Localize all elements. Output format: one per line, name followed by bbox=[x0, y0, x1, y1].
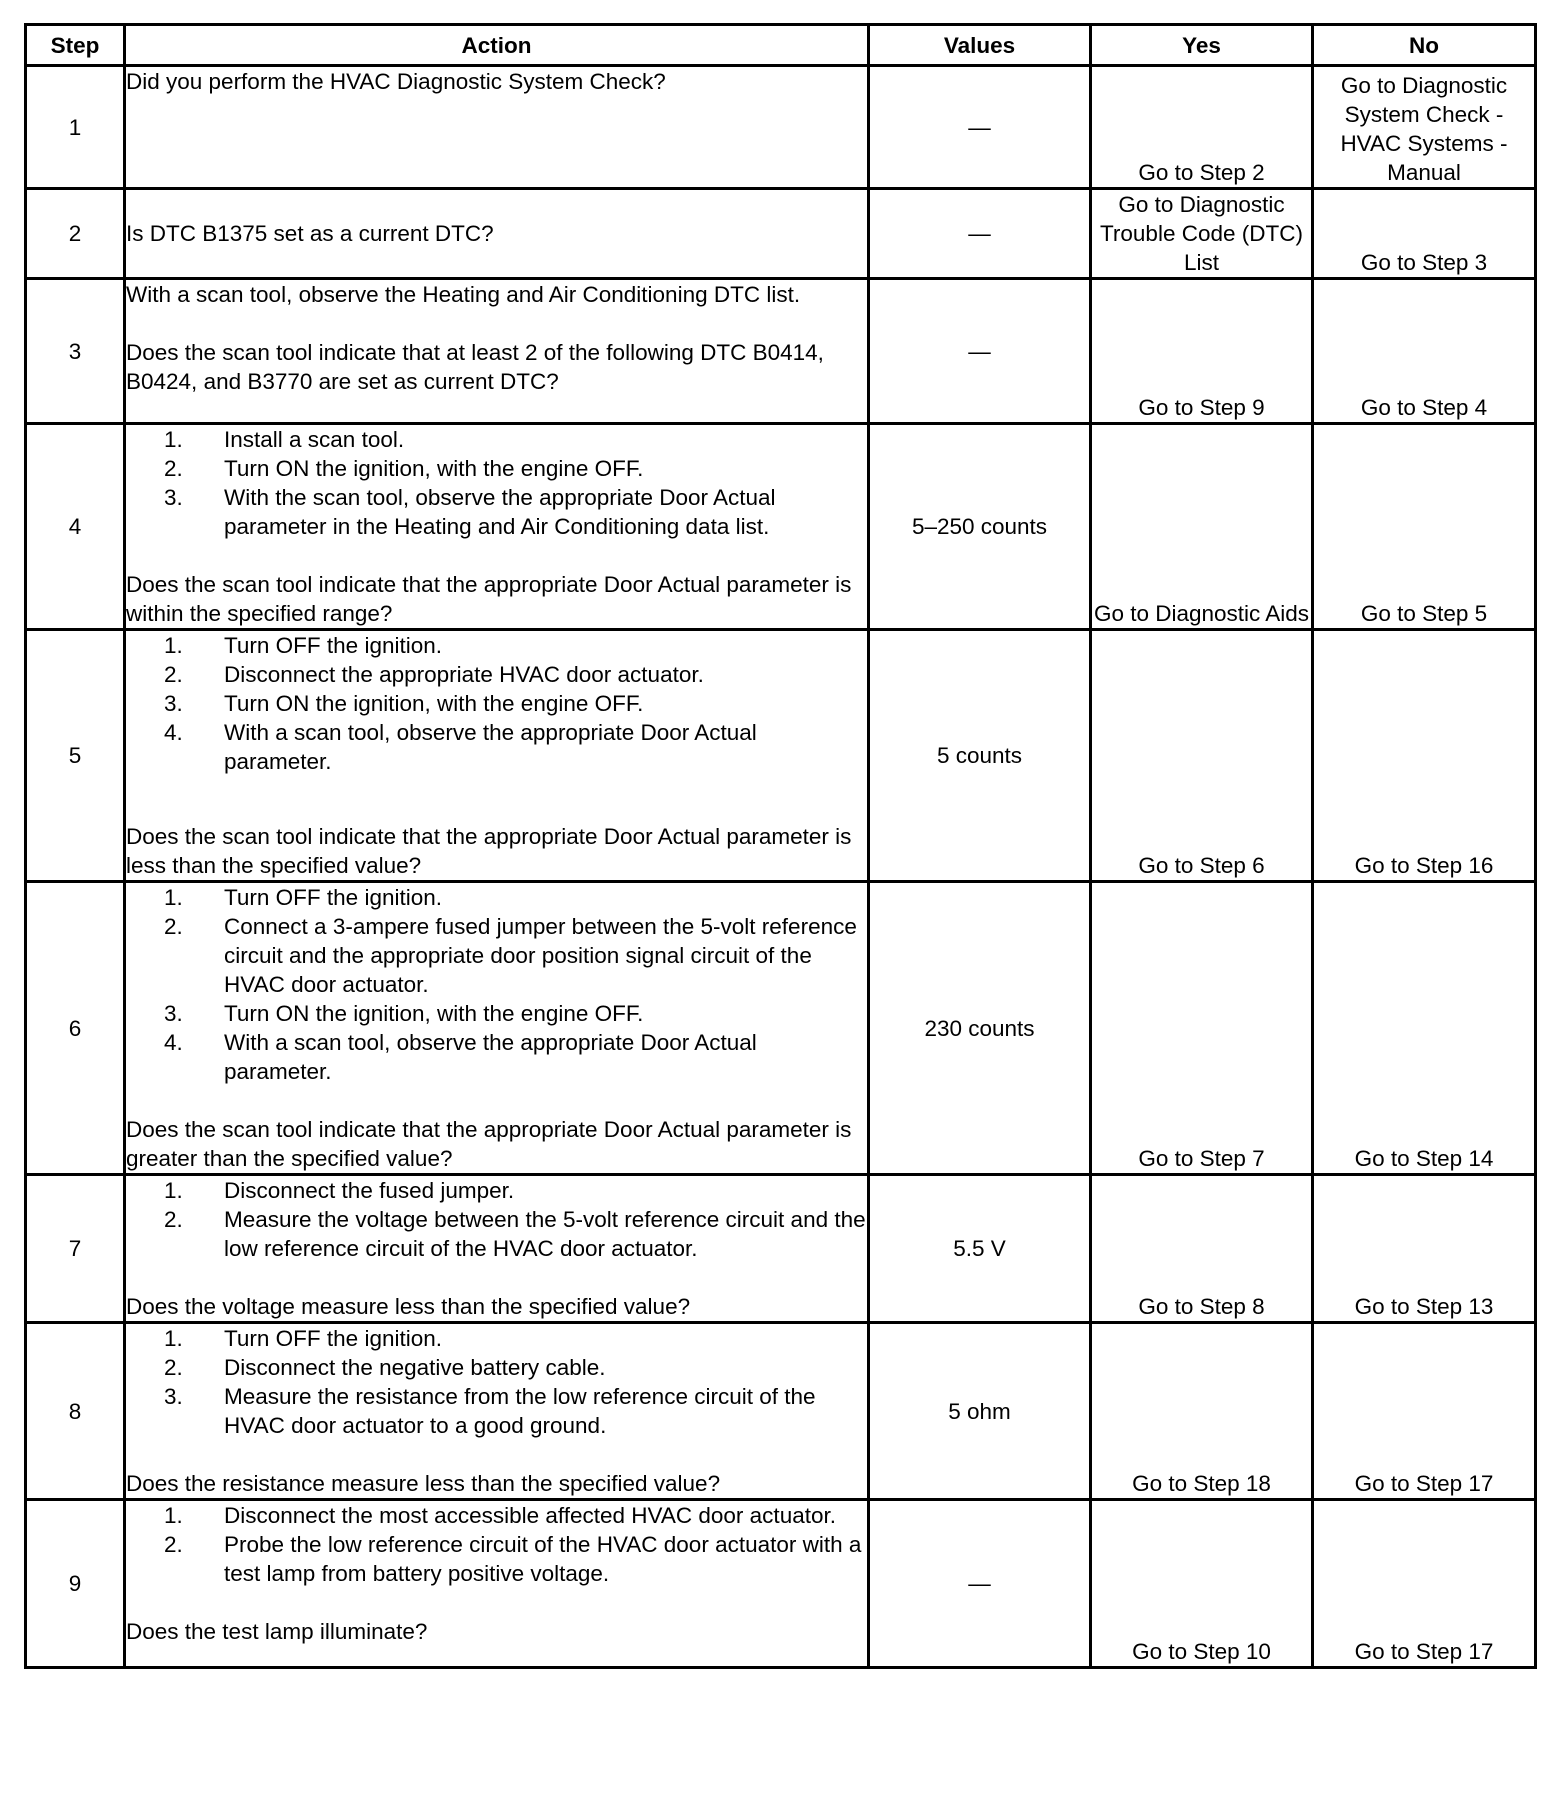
action-cell bbox=[125, 1175, 869, 1323]
yes-cell: Go to Step 18 bbox=[1091, 1323, 1313, 1500]
value-cell: — bbox=[869, 1500, 1091, 1668]
procedure-list bbox=[126, 1324, 867, 1440]
table-row bbox=[26, 1500, 1536, 1668]
procedure-list bbox=[126, 883, 867, 1086]
action-cell bbox=[125, 189, 869, 279]
table-row bbox=[26, 1175, 1536, 1323]
no-cell: Go to Step 13 bbox=[1313, 1175, 1536, 1323]
header-no: No bbox=[1313, 25, 1536, 66]
table-row bbox=[26, 630, 1536, 882]
list-item: 1. Install a scan tool. bbox=[164, 427, 405, 452]
value-cell: 5 ohm bbox=[869, 1323, 1091, 1500]
action-cell bbox=[125, 424, 869, 630]
no-cell: Go to Step 3 bbox=[1313, 189, 1536, 279]
action-question: Does the scan tool indicate that the appropriate Door Actual parameter is within the specified range? bbox=[126, 572, 852, 626]
no-cell: Go to Diagnostic System Check - HVAC Systems - Manual bbox=[1313, 66, 1536, 189]
action-question: Does the test lamp illuminate? bbox=[126, 1619, 428, 1644]
action-cell bbox=[125, 279, 869, 424]
action-question: Does the resistance measure less than the specified value? bbox=[126, 1471, 721, 1496]
action-text: Is DTC B1375 set as a current DTC? bbox=[126, 221, 494, 246]
list-item: 3. Turn ON the ignition, with the engine OFF. bbox=[164, 691, 644, 716]
list-item: 2. Disconnect the negative battery cable. bbox=[164, 1355, 606, 1380]
list-item: 3. Turn ON the ignition, with the engine OFF. bbox=[164, 1001, 644, 1026]
yes-cell: Go to Step 7 bbox=[1091, 882, 1313, 1175]
list-item: 1. Disconnect the fused jumper. bbox=[164, 1178, 515, 1203]
header-action: Action bbox=[125, 25, 869, 66]
procedure-list bbox=[126, 425, 867, 541]
list-item: 3. With the scan tool, observe the appropriate Door Actual parameter in the Heating and Air Conditioning data list. bbox=[164, 485, 776, 539]
action-question: Does the scan tool indicate that the appropriate Door Actual parameter is less than the specified value? bbox=[126, 824, 852, 878]
procedure-list bbox=[126, 1501, 867, 1588]
list-item: 2. Probe the low reference circuit of the HVAC door actuator with a test lamp from battery positive voltage. bbox=[164, 1532, 862, 1586]
value-cell: 5 counts bbox=[869, 630, 1091, 882]
step-number: 9 bbox=[26, 1500, 125, 1668]
list-item: 4. With a scan tool, observe the appropriate Door Actual parameter. bbox=[164, 1030, 757, 1084]
step-number: 5 bbox=[26, 630, 125, 882]
no-cell: Go to Step 17 bbox=[1313, 1323, 1536, 1500]
yes-cell: Go to Step 9 bbox=[1091, 279, 1313, 424]
action-text: With a scan tool, observe the Heating and Air Conditioning DTC list. bbox=[126, 282, 801, 307]
action-cell bbox=[125, 1323, 869, 1500]
yes-cell: Go to Step 10 bbox=[1091, 1500, 1313, 1668]
header-values: Values bbox=[869, 25, 1091, 66]
action-cell bbox=[125, 66, 869, 189]
diagnostic-table bbox=[24, 23, 1537, 1669]
value-cell: — bbox=[869, 66, 1091, 189]
value-cell: 5.5 V bbox=[869, 1175, 1091, 1323]
no-cell: Go to Step 5 bbox=[1313, 424, 1536, 630]
action-cell bbox=[125, 1500, 869, 1668]
table-row bbox=[26, 189, 1536, 279]
list-item: 2. Turn ON the ignition, with the engine OFF. bbox=[164, 456, 644, 481]
step-number: 4 bbox=[26, 424, 125, 630]
header-step: Step bbox=[26, 25, 125, 66]
step-number: 7 bbox=[26, 1175, 125, 1323]
step-number: 1 bbox=[26, 66, 125, 189]
table-row bbox=[26, 882, 1536, 1175]
action-question: Does the voltage measure less than the specified value? bbox=[126, 1294, 691, 1319]
value-cell: 5–250 counts bbox=[869, 424, 1091, 630]
list-item: 2. Disconnect the appropriate HVAC door actuator. bbox=[164, 662, 704, 687]
action-question: Does the scan tool indicate that at least 2 of the following DTC B0414, B0424, and B3770 are set as current DTC? bbox=[126, 340, 824, 394]
no-cell: Go to Step 16 bbox=[1313, 630, 1536, 882]
table-row bbox=[26, 1323, 1536, 1500]
step-number: 3 bbox=[26, 279, 125, 424]
procedure-list bbox=[126, 1176, 867, 1263]
list-item: 2. Connect a 3-ampere fused jumper between the 5-volt reference circuit and the appropriate door position signal circuit of the HVAC door actuator. bbox=[164, 914, 857, 997]
action-cell bbox=[125, 630, 869, 882]
table-row bbox=[26, 424, 1536, 630]
value-cell: — bbox=[869, 279, 1091, 424]
no-cell: Go to Step 17 bbox=[1313, 1500, 1536, 1668]
list-item: 3. Measure the resistance from the low reference circuit of the HVAC door actuator to a good ground. bbox=[164, 1384, 816, 1438]
action-text: Did you perform the HVAC Diagnostic System Check? bbox=[126, 69, 666, 94]
no-cell: Go to Step 4 bbox=[1313, 279, 1536, 424]
header-yes: Yes bbox=[1091, 25, 1313, 66]
table-row bbox=[26, 279, 1536, 424]
step-number: 2 bbox=[26, 189, 125, 279]
procedure-list bbox=[126, 631, 867, 776]
list-item: 2. Measure the voltage between the 5-volt reference circuit and the low reference circuit of the HVAC door actuator. bbox=[164, 1207, 866, 1261]
yes-cell: Go to Step 8 bbox=[1091, 1175, 1313, 1323]
step-number: 8 bbox=[26, 1323, 125, 1500]
value-cell: 230 counts bbox=[869, 882, 1091, 1175]
no-cell: Go to Step 14 bbox=[1313, 882, 1536, 1175]
action-question: Does the scan tool indicate that the appropriate Door Actual parameter is greater than the specified value? bbox=[126, 1117, 852, 1171]
value-cell: — bbox=[869, 189, 1091, 279]
header-row bbox=[26, 25, 1536, 66]
list-item: 1. Disconnect the most accessible affected HVAC door actuator. bbox=[164, 1503, 836, 1528]
step-number: 6 bbox=[26, 882, 125, 1175]
list-item: 4. With a scan tool, observe the appropriate Door Actual parameter. bbox=[164, 720, 757, 774]
action-cell bbox=[125, 882, 869, 1175]
yes-cell: Go to Step 6 bbox=[1091, 630, 1313, 882]
list-item: 1. Turn OFF the ignition. bbox=[164, 885, 443, 910]
list-item: 1. Turn OFF the ignition. bbox=[164, 633, 443, 658]
yes-cell: Go to Diagnostic Aids bbox=[1091, 424, 1313, 630]
table-row bbox=[26, 66, 1536, 189]
list-item: 1. Turn OFF the ignition. bbox=[164, 1326, 443, 1351]
yes-cell: Go to Step 2 bbox=[1091, 66, 1313, 189]
yes-cell: Go to Diagnostic Trouble Code (DTC) List bbox=[1091, 189, 1313, 279]
